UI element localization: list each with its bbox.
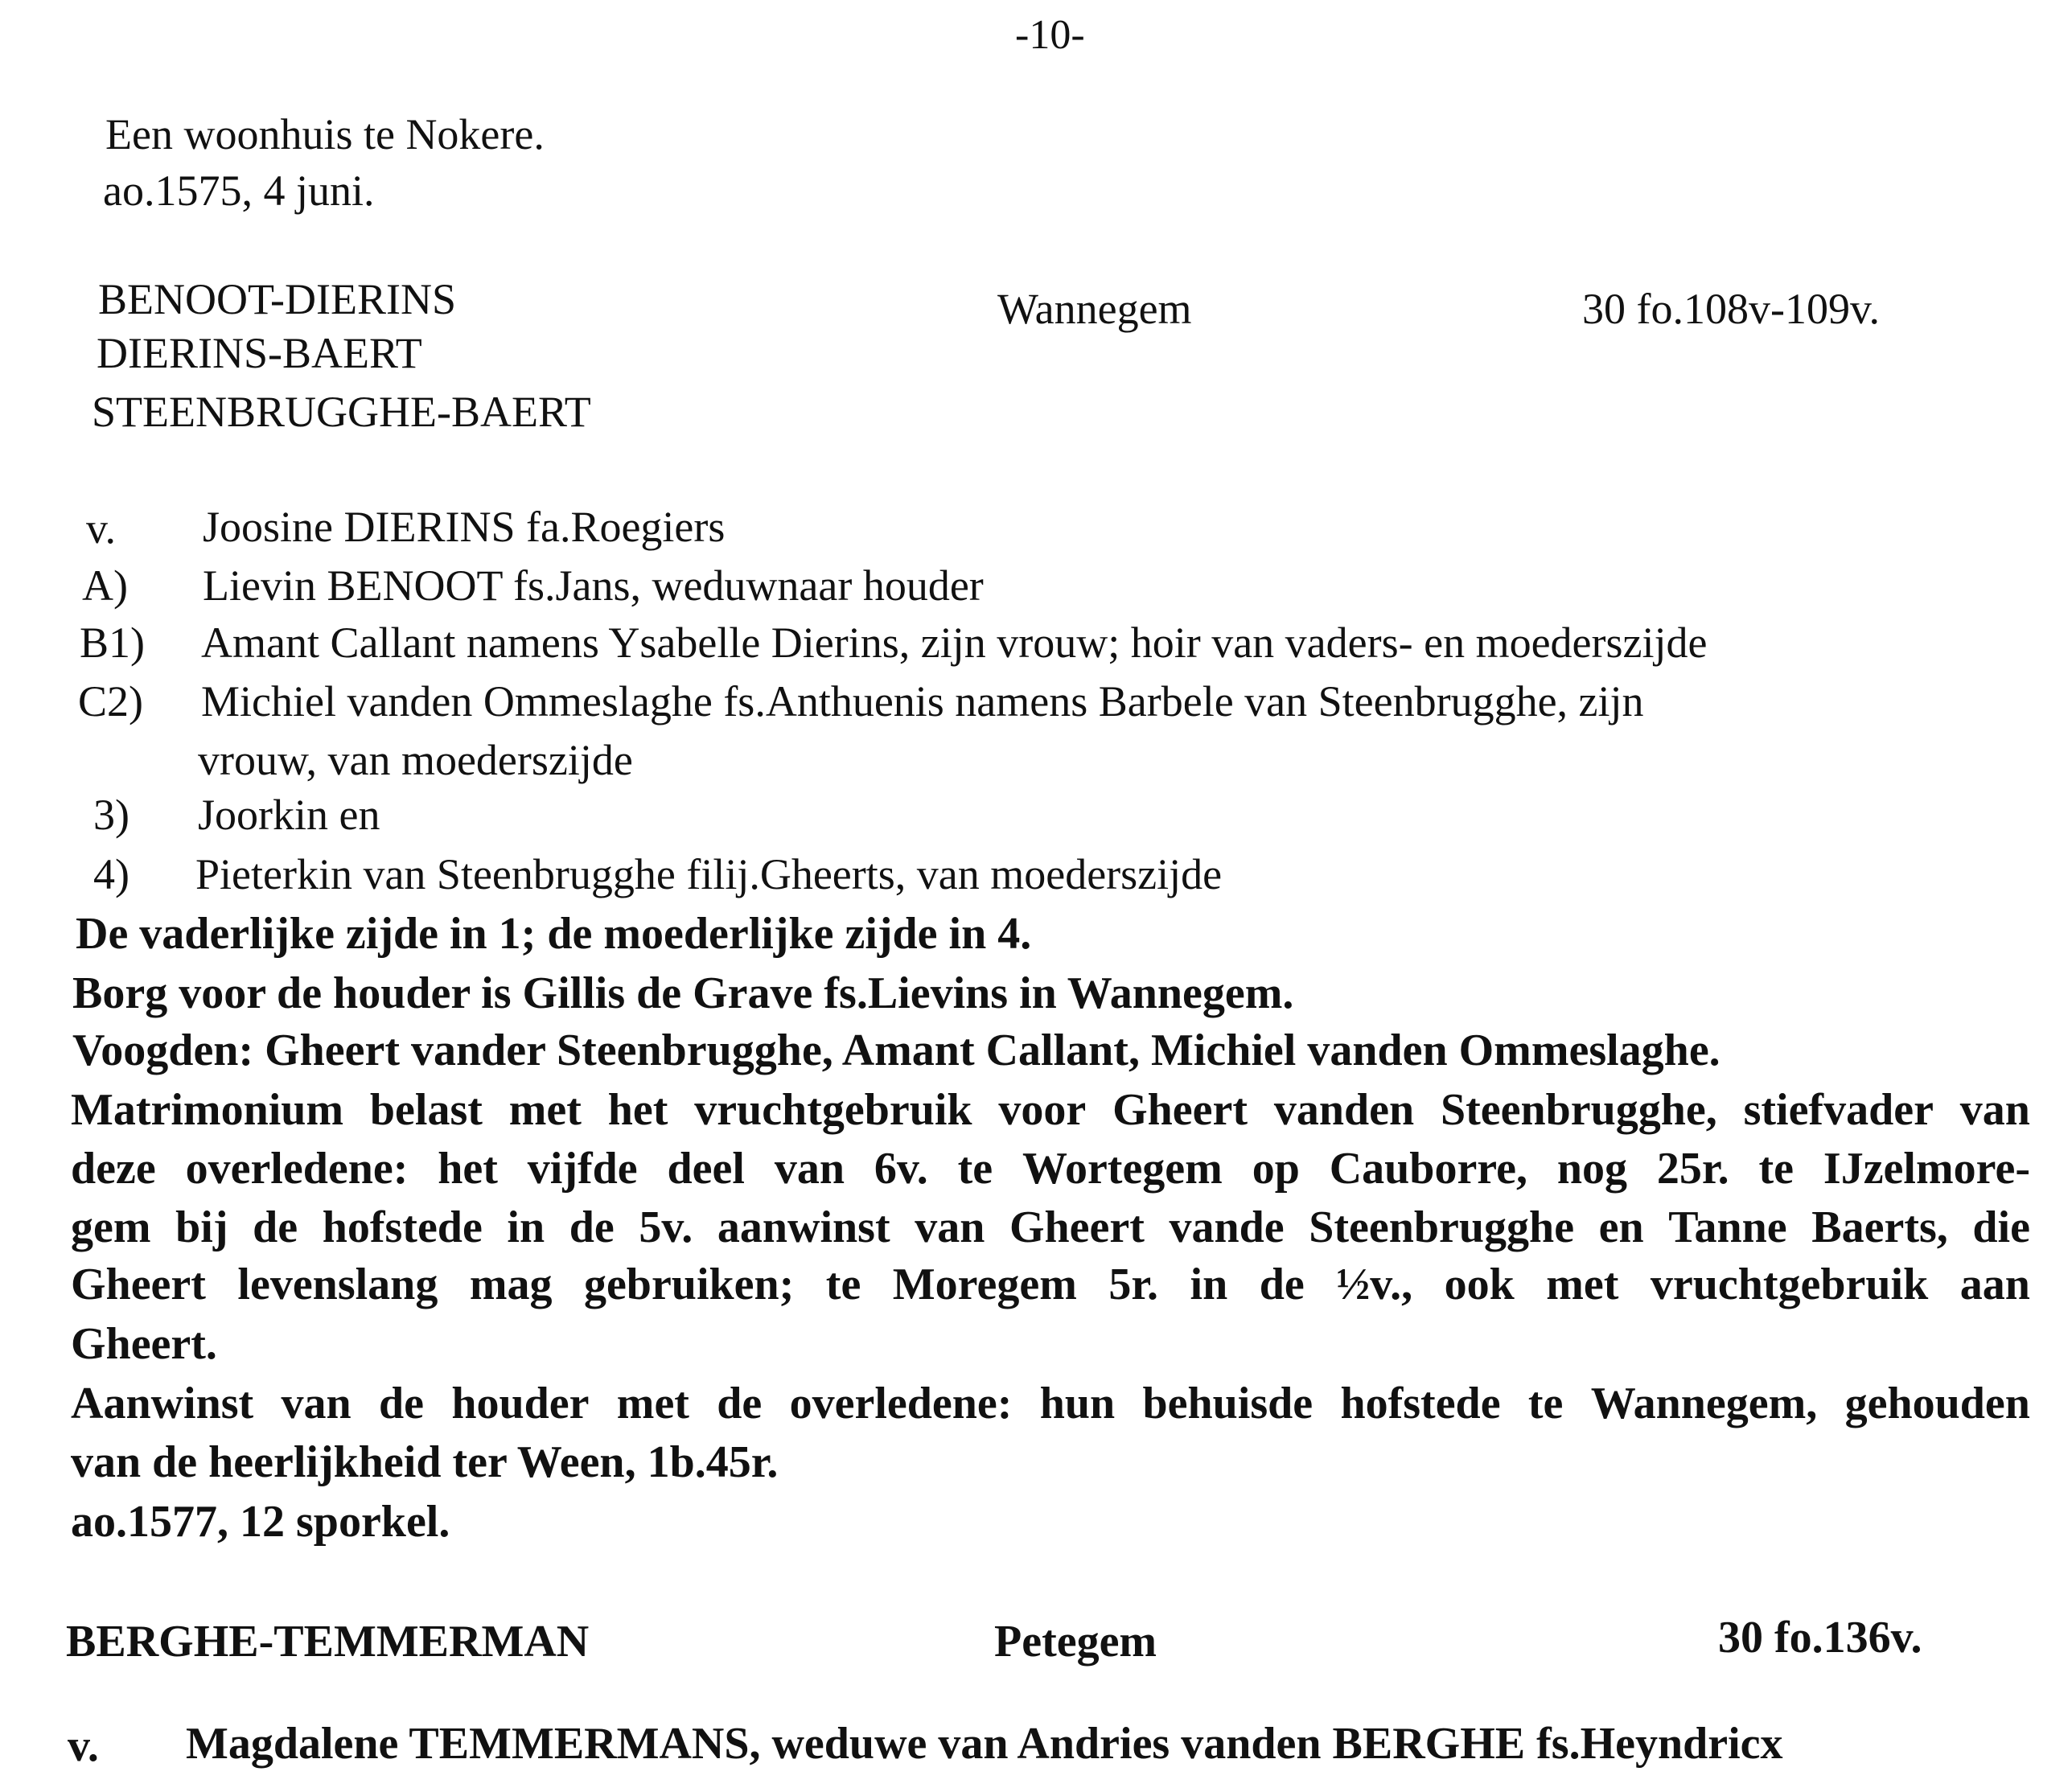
word: de [253,1202,298,1252]
word: levenslang [237,1260,438,1309]
person-label: B1) [80,619,145,667]
word: te [1527,1379,1564,1428]
entry-date: ao.1577, 12 sporkel. [71,1497,450,1547]
word: Wortegem [1022,1144,1223,1194]
word: deze [71,1144,156,1194]
word: IJzelmore- [1823,1144,2030,1194]
word: Tanne [1668,1202,1787,1252]
word: van [281,1379,352,1428]
word: vijfde [527,1144,638,1194]
entry-date: ao.1575, 4 juni. [103,166,375,215]
word: 6v. [874,1144,928,1194]
word: te [825,1260,861,1309]
word: de [1259,1260,1305,1309]
word: met [616,1379,689,1428]
word: de [717,1379,763,1428]
word: van [774,1144,845,1194]
word: op [1252,1144,1300,1194]
person-text-continuation: vrouw, van moederszijde [198,736,633,784]
word: belast [369,1085,483,1135]
person-label: v. [68,1721,99,1771]
word: voor [998,1085,1087,1135]
body-line: Voogden: Gheert vander Steenbrugghe, Amant Callant, Michiel vanden Ommeslaghe. [72,1025,1720,1075]
body-line [71,1202,2030,1252]
word: in [507,1202,545,1252]
word: Matrimonium [71,1085,344,1135]
body-line [71,1144,2030,1194]
person-text: Michiel vanden Ommeslaghe fs.Anthuenis namens Barbele van Steenbrugghe, zijn [201,677,1644,725]
word: gehouden [1844,1379,2030,1428]
word: de [569,1202,615,1252]
entry-place: Wannegem [997,285,1192,333]
word: het [438,1144,498,1194]
word: 25r. [1656,1144,1729,1194]
word: in [1190,1260,1228,1309]
word: van [915,1202,985,1252]
word: Moregem [892,1260,1077,1309]
word: Steenbrugghe, [1440,1085,1717,1135]
person-text: Lievin BENOOT fs.Jans, weduwnaar houder [203,561,984,610]
word: ½v., [1336,1260,1413,1309]
person-text: Joosine DIERINS fa.Roegiers [203,503,726,551]
word: stiefvader [1743,1085,1934,1135]
word: overledene: [185,1144,409,1194]
person-label: C2) [78,677,143,725]
body-line: van de heerlijkheid ter Ween, 1b.45r. [71,1437,779,1487]
word: houder [451,1379,590,1428]
word: en [1598,1202,1644,1252]
person-text: Joorkin en [198,791,380,839]
entry-name: BERGHE-TEMMERMAN [66,1617,590,1667]
word: nog [1556,1144,1628,1194]
entry-name: DIERINS-BAERT [97,329,422,377]
page-number: -10- [1015,12,1085,58]
word: Gheert [71,1260,206,1309]
word: met [1546,1260,1619,1309]
person-text: Magdalene TEMMERMANS, weduwe van Andries vanden BERGHE fs.Heyndricx [186,1719,1783,1769]
entry-description: Een woonhuis te Nokere. [105,110,545,158]
entry-name: BENOOT-DIERINS [98,275,456,323]
word: aanwinst [717,1202,890,1252]
word: 5v. [639,1202,693,1252]
word: gebruiken; [583,1260,795,1309]
word: hun [1039,1379,1116,1428]
word: Aanwinst [71,1379,254,1428]
person-label: 4) [93,850,130,898]
word: Steenbrugghe [1309,1202,1575,1252]
word: te [957,1144,993,1194]
word: ook [1444,1260,1515,1309]
person-text: Amant Callant namens Ysabelle Dierins, zijn vrouw; hoir van vaders- en moederszijde [201,619,1708,667]
word: vanden [1273,1085,1415,1135]
entry-name: STEENBRUGGHE-BAERT [92,388,591,436]
body-line [71,1262,2030,1307]
entry-reference: 30 fo.136v. [1718,1613,1922,1663]
word: mag [469,1260,553,1309]
word: Gheert [1009,1202,1145,1252]
word: hofstede [1340,1379,1501,1428]
body-line: De vaderlijke zijde in 1; de moederlijke zijde in 4. [76,909,1032,959]
word: vruchtgebruik [694,1085,972,1135]
word: de [378,1379,424,1428]
person-label: v. [86,504,116,553]
body-line [71,1381,2030,1426]
word: Wannegem, [1590,1379,1818,1428]
word: vande [1169,1202,1285,1252]
word: bij [175,1202,228,1252]
word: met [508,1085,582,1135]
word: 5r. [1108,1260,1159,1309]
word: hofstede [322,1202,483,1252]
word: overledene: [789,1379,1013,1428]
entry-reference: 30 fo.108v-109v. [1582,285,1880,333]
body-line [71,1085,2030,1135]
word: gem [71,1202,151,1252]
word: vruchtgebruik [1650,1260,1929,1309]
word: het [607,1085,668,1135]
entry-place: Petegem [994,1617,1157,1667]
word: deel [667,1144,745,1194]
word: die [1972,1202,2030,1252]
word: Baerts, [1811,1202,1948,1252]
person-label: A) [82,561,128,610]
word: Cauborre, [1329,1144,1528,1194]
word: Gheert [1112,1085,1248,1135]
person-text: Pieterkin van Steenbrugghe filij.Gheerts, van moederszijde [195,850,1223,898]
body-line: Borg voor de houder is Gillis de Grave fs.Lievins in Wannegem. [72,968,1294,1018]
word: van [1959,1085,2030,1135]
body-line: Gheert. [71,1319,217,1369]
word: te [1758,1144,1794,1194]
person-label: 3) [93,791,130,839]
word: aan [1959,1260,2030,1309]
word: behuisde [1142,1379,1314,1428]
